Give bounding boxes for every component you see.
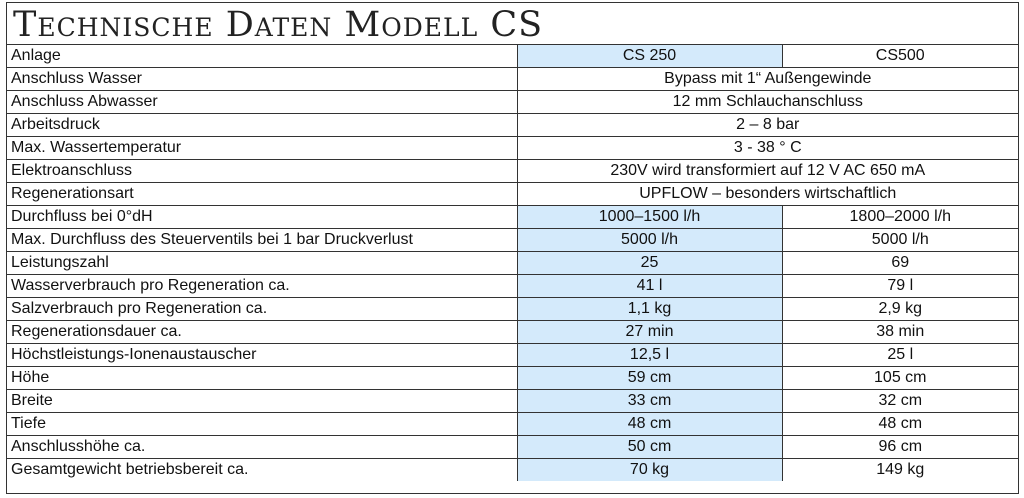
row-label: Anschluss Abwasser xyxy=(7,91,517,114)
shared-value: 3 - 38 ° C xyxy=(517,137,1018,160)
row-label: Anlage xyxy=(7,45,517,68)
cs250-value: 12,5 l xyxy=(517,344,782,367)
cs250-value: 25 xyxy=(517,252,782,275)
cs500-value: 25 l xyxy=(782,344,1018,367)
table-row xyxy=(7,367,1018,390)
row-label: Breite xyxy=(7,390,517,413)
table-row xyxy=(7,45,1018,68)
row-label: Salzverbrauch pro Regeneration ca. xyxy=(7,298,517,321)
table-row xyxy=(7,206,1018,229)
cs250-value: CS 250 xyxy=(517,45,782,68)
row-label: Wasserverbrauch pro Regeneration ca. xyxy=(7,275,517,298)
cs250-value: 5000 l/h xyxy=(517,229,782,252)
cs250-value: 70 kg xyxy=(517,459,782,482)
cs500-value: 79 l xyxy=(782,275,1018,298)
shared-value: 2 – 8 bar xyxy=(517,114,1018,137)
cs250-value: 41 l xyxy=(517,275,782,298)
cs500-value: 149 kg xyxy=(782,459,1018,482)
cs250-value: 1,1 kg xyxy=(517,298,782,321)
shared-value: Bypass mit 1“ Außengewinde xyxy=(517,68,1018,91)
table-row xyxy=(7,114,1018,137)
table-row xyxy=(7,275,1018,298)
row-label: Höhe xyxy=(7,367,517,390)
shared-value: UPFLOW – besonders wirtschaftlich xyxy=(517,183,1018,206)
table-row xyxy=(7,390,1018,413)
table-row xyxy=(7,160,1018,183)
table-row xyxy=(7,459,1018,482)
row-label: Tiefe xyxy=(7,413,517,436)
row-label: Elektroanschluss xyxy=(7,160,517,183)
cs500-value: 32 cm xyxy=(782,390,1018,413)
cs500-value: 69 xyxy=(782,252,1018,275)
table-row xyxy=(7,321,1018,344)
cs250-value: 48 cm xyxy=(517,413,782,436)
spec-sheet xyxy=(6,2,1019,494)
table-row xyxy=(7,298,1018,321)
row-label: Anschluss Wasser xyxy=(7,68,517,91)
row-label: Regenerationsart xyxy=(7,183,517,206)
cs250-value: 1000–1500 l/h xyxy=(517,206,782,229)
shared-value: 230V wird transformiert auf 12 V AC 650 mA xyxy=(517,160,1018,183)
table-row xyxy=(7,137,1018,160)
cs500-value: CS500 xyxy=(782,45,1018,68)
cs250-value: 50 cm xyxy=(517,436,782,459)
row-label: Max. Durchfluss des Steuerventils bei 1 bar Druckverlust xyxy=(7,229,517,252)
table-row xyxy=(7,436,1018,459)
cs250-value: 33 cm xyxy=(517,390,782,413)
row-label: Anschlusshöhe ca. xyxy=(7,436,517,459)
cs500-value: 2,9 kg xyxy=(782,298,1018,321)
cs500-value: 96 cm xyxy=(782,436,1018,459)
page-title: Technische Daten Modell CS xyxy=(7,3,1018,45)
shared-value: 12 mm Schlauchanschluss xyxy=(517,91,1018,114)
spec-table-body xyxy=(7,45,1018,481)
spec-table xyxy=(7,45,1018,481)
table-row xyxy=(7,68,1018,91)
row-label: Max. Wassertemperatur xyxy=(7,137,517,160)
cs250-value: 59 cm xyxy=(517,367,782,390)
table-row xyxy=(7,413,1018,436)
row-label: Durchfluss bei 0°dH xyxy=(7,206,517,229)
cs500-value: 38 min xyxy=(782,321,1018,344)
cs500-value: 105 cm xyxy=(782,367,1018,390)
row-label: Regenerationsdauer ca. xyxy=(7,321,517,344)
table-row xyxy=(7,344,1018,367)
table-row xyxy=(7,252,1018,275)
row-label: Gesamtgewicht betriebsbereit ca. xyxy=(7,459,517,482)
cs500-value: 48 cm xyxy=(782,413,1018,436)
cs250-value: 27 min xyxy=(517,321,782,344)
row-label: Höchstleistungs-Ionenaustauscher xyxy=(7,344,517,367)
cs500-value: 5000 l/h xyxy=(782,229,1018,252)
table-row xyxy=(7,91,1018,114)
row-label: Leistungszahl xyxy=(7,252,517,275)
table-row xyxy=(7,183,1018,206)
table-row xyxy=(7,229,1018,252)
row-label: Arbeitsdruck xyxy=(7,114,517,137)
cs500-value: 1800–2000 l/h xyxy=(782,206,1018,229)
